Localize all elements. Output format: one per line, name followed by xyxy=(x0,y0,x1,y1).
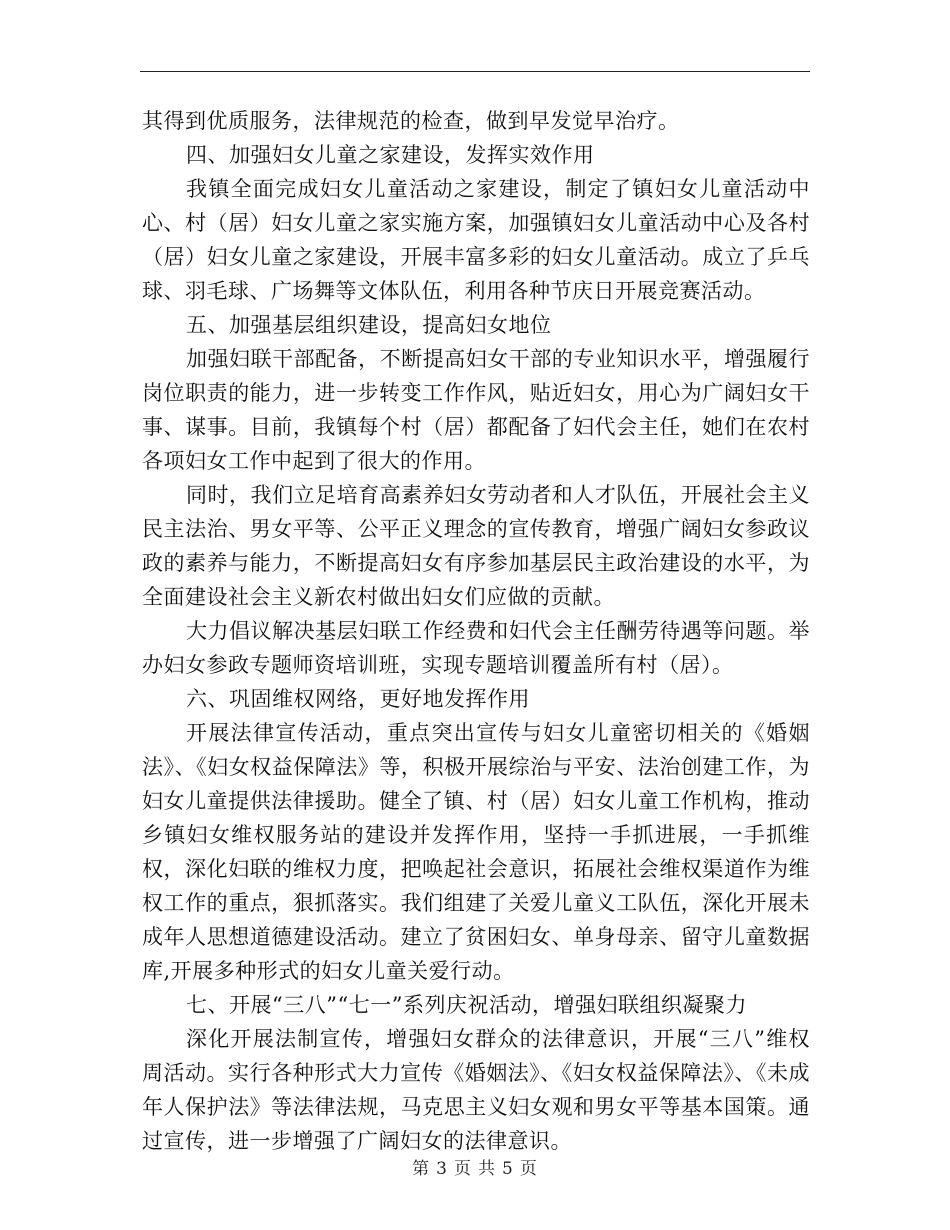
section-heading-4: 四、加强妇女儿童之家建设，发挥实效作用 xyxy=(186,143,595,167)
paragraph: 开展法律宣传活动，重点突出宣传与妇女儿童密切相关的《婚姻法》、《妇女权益保障法》等，积极开展综治与平安、法治创建工作，为妇女儿童提供法律援助。健全了镇、村（居）妇女儿童工作机构，推动乡镇妇女维权服务站的建设并发挥作用，坚持一手抓进展，一手抓维权，深化妇联的维权力度，把唤起社会意识，拓展社会维权渠道作为维权工作的重点，狠抓落实。我们组建了关爱儿童义工队伍，深化开展未成年人思想道德建设活动。建立了贫困妇女、单身母亲、留守儿童数据库,开展多种形式的妇女儿童关爱行动。 xyxy=(142,721,810,983)
footer-suffix: 页 xyxy=(519,1159,538,1179)
page-footer xyxy=(0,1154,950,1179)
header-rule xyxy=(140,71,810,72)
section-heading-7: 七、开展“三八”“七一”系列庆祝活动，增强妇联组织凝聚力 xyxy=(186,993,747,1017)
document-body xyxy=(142,104,810,1158)
paragraph-continuation: 其得到优质服务，法律规范的检查，做到早发觉早治疗。 xyxy=(142,109,680,133)
footer-total-word: 共 xyxy=(478,1159,496,1179)
paragraph: 加强妇联干部配备，不断提高妇女干部的专业知识水平，增强履行岗位职责的能力，进一步转变工作作风，贴近妇女，用心为广阔妇女干事、谋事。目前，我镇每个村（居）都配备了妇代会主任，她们在农村各项妇女工作中起到了很大的作用。 xyxy=(142,347,810,473)
paragraph: 同时，我们立足培育高素养妇女劳动者和人才队伍，开展社会主义民主法治、男女平等、公平正义理念的宣传教育，增强广阔妇女参政议政的素养与能力，不断提高妇女有序参加基层民主政治建设的水平，为全面建设社会主义新农村做出妇女们应做的贡献。 xyxy=(142,483,810,609)
paragraph: 大力倡议解决基层妇联工作经费和妇代会主任酬劳待遇等问题。举办妇女参政专题师资培训班，实现专题培训覆盖所有村（居）。 xyxy=(142,619,810,677)
footer-current-page: 3 xyxy=(436,1159,448,1179)
footer-total-pages: 5 xyxy=(502,1159,514,1179)
section-heading-5: 五、加强基层组织建设，提高妇女地位 xyxy=(186,313,552,337)
paragraph: 深化开展法制宣传，增强妇女群众的法律意识，开展“三八”维权周活动。实行各种形式大力宣传《婚姻法》、《妇女权益保障法》、《未成年人保护法》等法律法规，马克思主义妇女观和男女平等基本国策。通过宣传，进一步增强了广阔妇女的法律意识。 xyxy=(142,1027,810,1153)
footer-page-word: 页 xyxy=(454,1159,472,1179)
paragraph: 我镇全面完成妇女儿童活动之家建设，制定了镇妇女儿童活动中心、村（居）妇女儿童之家实施方案，加强镇妇女儿童活动中心及各村（居）妇女儿童之家建设，开展丰富多彩的妇女儿童活动。成立了乒乓球、羽毛球、广场舞等文体队伍，利用各种节庆日开展竞赛活动。 xyxy=(142,177,810,303)
footer-prefix: 第 xyxy=(412,1159,431,1179)
section-heading-6: 六、巩固维权网络，更好地发挥作用 xyxy=(186,687,530,711)
